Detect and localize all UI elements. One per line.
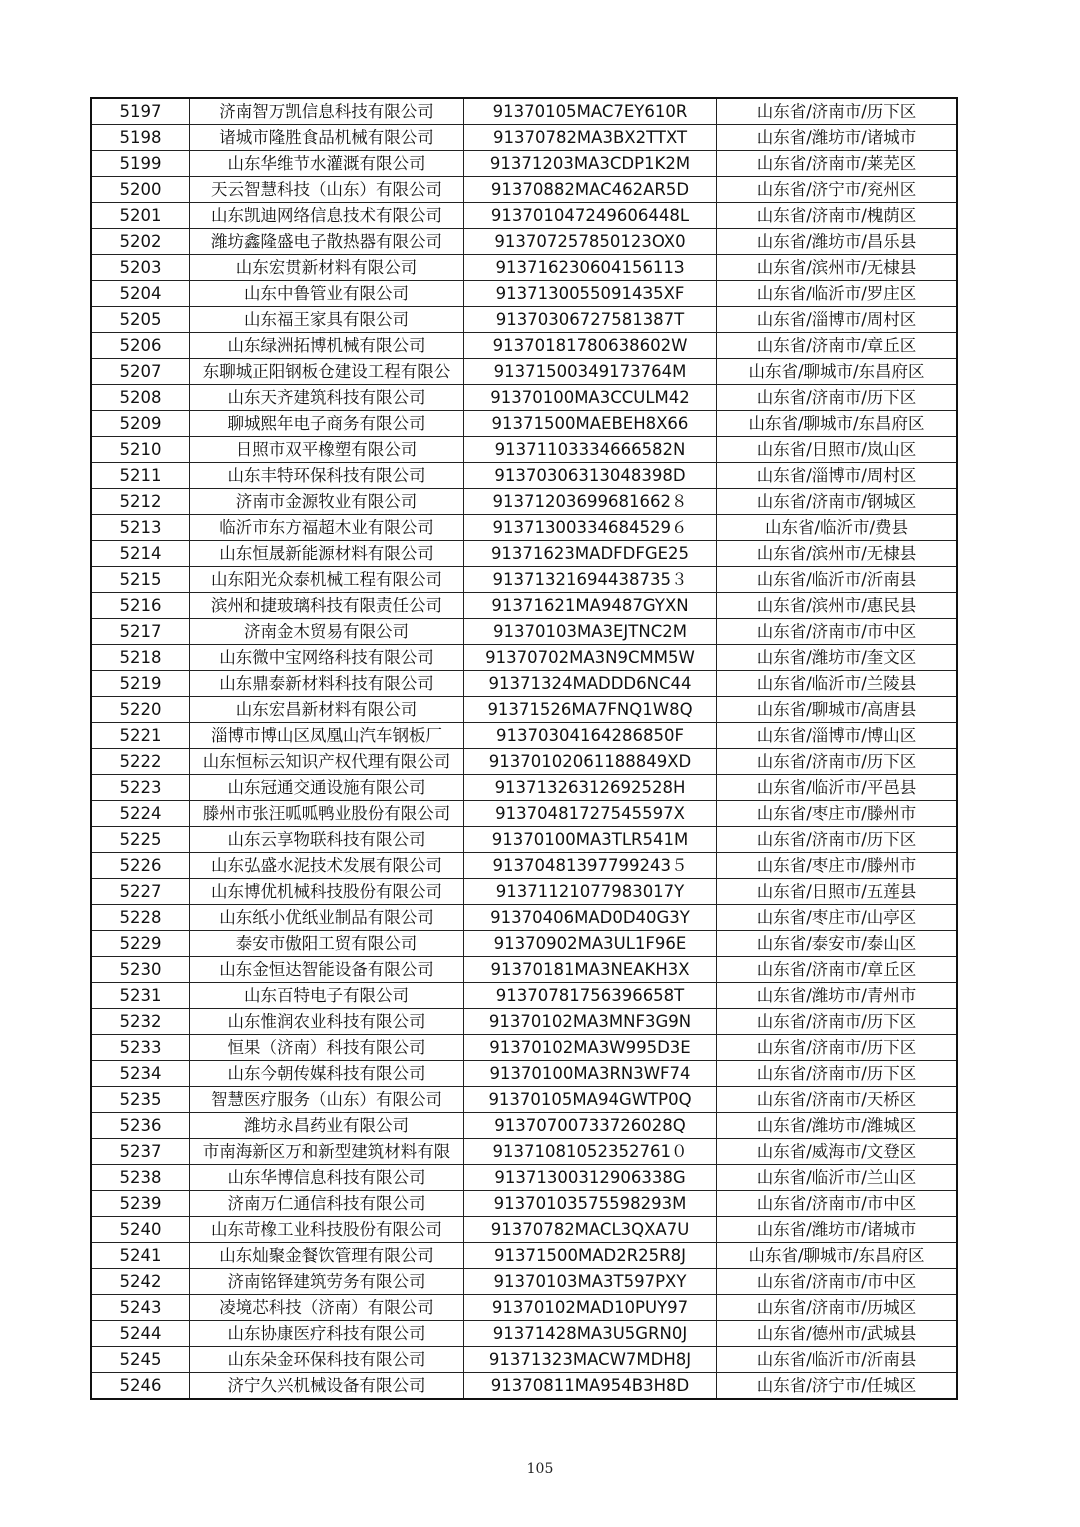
company-name-cell: 济南金木贸易有限公司 <box>190 619 464 645</box>
table-row <box>91 255 957 281</box>
table-row <box>91 645 957 671</box>
credit-code-cell: 91370782MA3BX2TTXT <box>464 125 717 151</box>
region-cell: 山东省/枣庄市/滕州市 <box>717 853 958 879</box>
table-row <box>91 1217 957 1243</box>
company-name-cell: 聊城熙年电子商务有限公司 <box>190 411 464 437</box>
region-cell: 山东省/淄博市/周村区 <box>717 307 958 333</box>
row-number-cell: 5220 <box>91 697 190 723</box>
credit-code-cell: 91371526MA7FNQ1W8Q <box>464 697 717 723</box>
table-row <box>91 879 957 905</box>
row-number-cell: 5224 <box>91 801 190 827</box>
row-number-cell: 5208 <box>91 385 190 411</box>
region-cell: 山东省/济南市/钢城区 <box>717 489 958 515</box>
credit-code-cell: 91370102MAD10PUY97 <box>464 1295 717 1321</box>
region-cell: 山东省/泰安市/泰山区 <box>717 931 958 957</box>
credit-code-cell: 91370100MA3RN3WF74 <box>464 1061 717 1087</box>
row-number-cell: 5199 <box>91 151 190 177</box>
table-row <box>91 775 957 801</box>
row-number-cell: 5229 <box>91 931 190 957</box>
company-name-cell: 潍坊永昌药业有限公司 <box>190 1113 464 1139</box>
credit-code-cell: 91370102MA3W995D3E <box>464 1035 717 1061</box>
table-row <box>91 905 957 931</box>
company-name-cell: 凌境芯科技（济南）有限公司 <box>190 1295 464 1321</box>
company-name-cell: 山东宏昌新材料有限公司 <box>190 697 464 723</box>
company-name-cell: 市南海新区万和新型建筑材料有限 <box>190 1139 464 1165</box>
region-cell: 山东省/滨州市/无棣县 <box>717 255 958 281</box>
credit-code-cell: 91371103334666582N <box>464 437 717 463</box>
credit-code-cell: 91370481727545597X <box>464 801 717 827</box>
credit-code-cell: 91371300334684529６ <box>464 515 717 541</box>
table-row <box>91 749 957 775</box>
table-row <box>91 1243 957 1269</box>
region-cell: 山东省/威海市/文登区 <box>717 1139 958 1165</box>
region-cell: 山东省/济南市/历下区 <box>717 1035 958 1061</box>
region-cell: 山东省/枣庄市/山亭区 <box>717 905 958 931</box>
row-number-cell: 5217 <box>91 619 190 645</box>
table-row <box>91 463 957 489</box>
row-number-cell: 5242 <box>91 1269 190 1295</box>
row-number-cell: 5236 <box>91 1113 190 1139</box>
region-cell: 山东省/临沂市/费县 <box>717 515 958 541</box>
credit-code-cell: 91370781756396658T <box>464 983 717 1009</box>
company-name-cell: 山东凯迪网络信息技术有限公司 <box>190 203 464 229</box>
row-number-cell: 5201 <box>91 203 190 229</box>
row-number-cell: 5221 <box>91 723 190 749</box>
credit-code-cell: 91371323MACW7MDH8J <box>464 1347 717 1373</box>
region-cell: 山东省/淄博市/周村区 <box>717 463 958 489</box>
region-cell: 山东省/潍坊市/诸城市 <box>717 125 958 151</box>
region-cell: 山东省/济南市/历下区 <box>717 749 958 775</box>
region-cell: 山东省/潍坊市/奎文区 <box>717 645 958 671</box>
row-number-cell: 5230 <box>91 957 190 983</box>
company-name-cell: 滨州和捷玻璃科技有限责任公司 <box>190 593 464 619</box>
row-number-cell: 5241 <box>91 1243 190 1269</box>
table-row <box>91 697 957 723</box>
table-row <box>91 1347 957 1373</box>
table-row <box>91 1191 957 1217</box>
region-cell: 山东省/临沂市/沂南县 <box>717 1347 958 1373</box>
credit-code-cell: 91370306313048398D <box>464 463 717 489</box>
row-number-cell: 5219 <box>91 671 190 697</box>
credit-code-cell: 91371324MADDD6NC44 <box>464 671 717 697</box>
company-name-cell: 山东云享物联科技有限公司 <box>190 827 464 853</box>
table-row <box>91 489 957 515</box>
region-cell: 山东省/济南市/历下区 <box>717 1061 958 1087</box>
row-number-cell: 5222 <box>91 749 190 775</box>
credit-code-cell: 91370902MA3UL1F96E <box>464 931 717 957</box>
credit-code-cell: 91370811MA954B3H8D <box>464 1373 717 1400</box>
row-number-cell: 5203 <box>91 255 190 281</box>
row-number-cell: 5226 <box>91 853 190 879</box>
row-number-cell: 5227 <box>91 879 190 905</box>
company-name-cell: 山东协康医疗科技有限公司 <box>190 1321 464 1347</box>
table-row <box>91 203 957 229</box>
table-row <box>91 593 957 619</box>
table-row <box>91 437 957 463</box>
region-cell: 山东省/聊城市/东昌府区 <box>717 1243 958 1269</box>
row-number-cell: 5244 <box>91 1321 190 1347</box>
company-name-cell: 济宁久兴机械设备有限公司 <box>190 1373 464 1400</box>
region-cell: 山东省/济南市/章丘区 <box>717 333 958 359</box>
credit-code-cell: 91370181780638602W <box>464 333 717 359</box>
row-number-cell: 5233 <box>91 1035 190 1061</box>
row-number-cell: 5202 <box>91 229 190 255</box>
region-cell: 山东省/济南市/市中区 <box>717 1269 958 1295</box>
row-number-cell: 5204 <box>91 281 190 307</box>
region-cell: 山东省/潍坊市/青州市 <box>717 983 958 1009</box>
company-name-cell: 山东丰特环保科技有限公司 <box>190 463 464 489</box>
region-cell: 山东省/济南市/章丘区 <box>717 957 958 983</box>
credit-code-cell: 91371623MADFDFGE25 <box>464 541 717 567</box>
credit-code-cell: 91371203699681662８ <box>464 489 717 515</box>
credit-code-cell: 913701047249606448L <box>464 203 717 229</box>
credit-code-cell: 91371300550914З5XF <box>464 281 717 307</box>
table-row <box>91 307 957 333</box>
table-row <box>91 1113 957 1139</box>
credit-code-cell: 91371500349173764M <box>464 359 717 385</box>
table-row <box>91 619 957 645</box>
company-name-cell: 日照市双平橡塑有限公司 <box>190 437 464 463</box>
credit-code-cell: 91370882MAC462AR5D <box>464 177 717 203</box>
row-number-cell: 5235 <box>91 1087 190 1113</box>
row-number-cell: 5206 <box>91 333 190 359</box>
company-name-cell: 济南铭铎建筑劳务有限公司 <box>190 1269 464 1295</box>
credit-code-cell: 91371300312906338G <box>464 1165 717 1191</box>
row-number-cell: 5198 <box>91 125 190 151</box>
region-cell: 山东省/德州市/武城县 <box>717 1321 958 1347</box>
company-name-cell: 山东博优机械科技股份有限公司 <box>190 879 464 905</box>
table-row <box>91 229 957 255</box>
region-cell: 山东省/临沂市/沂南县 <box>717 567 958 593</box>
credit-code-cell: 91371428MA3U5GRN0J <box>464 1321 717 1347</box>
region-cell: 山东省/聊城市/东昌府区 <box>717 411 958 437</box>
company-name-cell: 山东鼎泰新材料科技有限公司 <box>190 671 464 697</box>
region-cell: 山东省/济南市/市中区 <box>717 1191 958 1217</box>
row-number-cell: 5210 <box>91 437 190 463</box>
company-name-cell: 山东灿聚金餐饮管理有限公司 <box>190 1243 464 1269</box>
company-name-cell: 山东今朝传媒科技有限公司 <box>190 1061 464 1087</box>
credit-code-cell: 91370102061188849XD <box>464 749 717 775</box>
company-name-cell: 滕州市张汪呱呱鸭业股份有限公司 <box>190 801 464 827</box>
row-number-cell: 5239 <box>91 1191 190 1217</box>
page-number: 105 <box>526 1461 554 1477</box>
region-cell: 山东省/聊城市/高唐县 <box>717 697 958 723</box>
region-cell: 山东省/潍坊市/潍城区 <box>717 1113 958 1139</box>
company-name-cell: 泰安市傲阳工贸有限公司 <box>190 931 464 957</box>
company-name-cell: 山东恒晟新能源材料有限公司 <box>190 541 464 567</box>
company-name-cell: 济南万仁通信科技有限公司 <box>190 1191 464 1217</box>
row-number-cell: 5237 <box>91 1139 190 1165</box>
table-row <box>91 515 957 541</box>
credit-code-cell: 91370782MACL3QXA7U <box>464 1217 717 1243</box>
company-name-cell: 山东绿洲拓博机械有限公司 <box>190 333 464 359</box>
company-name-cell: 诸城市隆胜食品机械有限公司 <box>190 125 464 151</box>
table-row <box>91 385 957 411</box>
row-number-cell: 5216 <box>91 593 190 619</box>
row-number-cell: 5205 <box>91 307 190 333</box>
table-row <box>91 1061 957 1087</box>
table-row <box>91 1373 957 1400</box>
row-number-cell: 5207 <box>91 359 190 385</box>
credit-code-cell: 91370100MA3TLR541M <box>464 827 717 853</box>
company-name-cell: 临沂市东方福超木业有限公司 <box>190 515 464 541</box>
credit-code-cell: 91370100MA3CCULM42 <box>464 385 717 411</box>
region-cell: 山东省/济南市/历下区 <box>717 98 958 125</box>
row-number-cell: 5232 <box>91 1009 190 1035</box>
company-name-cell: 山东惟润农业科技有限公司 <box>190 1009 464 1035</box>
company-name-cell: 山东朵金环保科技有限公司 <box>190 1347 464 1373</box>
table-row <box>91 723 957 749</box>
credit-code-cell: 91370702MA3N9CMM5W <box>464 645 717 671</box>
region-cell: 山东省/临沂市/兰陵县 <box>717 671 958 697</box>
row-number-cell: 5234 <box>91 1061 190 1087</box>
row-number-cell: 5223 <box>91 775 190 801</box>
company-name-cell: 山东华维节水灌溉有限公司 <box>190 151 464 177</box>
table-row <box>91 801 957 827</box>
company-name-cell: 山东阳光众泰机械工程有限公司 <box>190 567 464 593</box>
table-row <box>91 1139 957 1165</box>
region-cell: 山东省/济南市/历下区 <box>717 827 958 853</box>
table-row <box>91 671 957 697</box>
region-cell: 山东省/济宁市/任城区 <box>717 1373 958 1400</box>
region-cell: 山东省/济南市/历下区 <box>717 1009 958 1035</box>
credit-code-cell: 913707257850123OX0 <box>464 229 717 255</box>
credit-code-cell: 91371121077983017Y <box>464 879 717 905</box>
region-cell: 山东省/济南市/莱芜区 <box>717 151 958 177</box>
table-row <box>91 957 957 983</box>
table-row <box>91 1295 957 1321</box>
table-row <box>91 1035 957 1061</box>
company-name-cell: 山东弘盛水泥技术发展有限公司 <box>190 853 464 879</box>
row-number-cell: 5231 <box>91 983 190 1009</box>
company-name-cell: 山东宏贯新材料有限公司 <box>190 255 464 281</box>
company-name-cell: 潍坊鑫隆盛电子散热器有限公司 <box>190 229 464 255</box>
row-number-cell: 5215 <box>91 567 190 593</box>
company-name-cell: 济南智万凯信息科技有限公司 <box>190 98 464 125</box>
table-row <box>91 827 957 853</box>
credit-code-cell: 91370105MAC7EY610R <box>464 98 717 125</box>
credit-code-cell: 91370700733726028Q <box>464 1113 717 1139</box>
row-number-cell: 5214 <box>91 541 190 567</box>
table-row <box>91 359 957 385</box>
row-number-cell: 5228 <box>91 905 190 931</box>
credit-code-cell: 91370306727581387T <box>464 307 717 333</box>
region-cell: 山东省/日照市/岚山区 <box>717 437 958 463</box>
company-name-cell: 山东冠通交通设施有限公司 <box>190 775 464 801</box>
company-name-cell: 山东中鲁管业有限公司 <box>190 281 464 307</box>
table-row <box>91 541 957 567</box>
company-name-cell: 智慧医疗服务（山东）有限公司 <box>190 1087 464 1113</box>
credit-code-cell: 91370102MA3MNF3G9N <box>464 1009 717 1035</box>
table-row <box>91 411 957 437</box>
region-cell: 山东省/淄博市/博山区 <box>717 723 958 749</box>
region-cell: 山东省/临沂市/平邑县 <box>717 775 958 801</box>
credit-code-cell: 91370105MA94GWTP0Q <box>464 1087 717 1113</box>
region-cell: 山东省/济南市/天桥区 <box>717 1087 958 1113</box>
table-row <box>91 151 957 177</box>
region-cell: 山东省/滨州市/无棣县 <box>717 541 958 567</box>
row-number-cell: 5240 <box>91 1217 190 1243</box>
table-row <box>91 177 957 203</box>
company-name-cell: 山东天齐建筑科技有限公司 <box>190 385 464 411</box>
company-table <box>90 97 958 1400</box>
row-number-cell: 5213 <box>91 515 190 541</box>
row-number-cell: 5211 <box>91 463 190 489</box>
company-name-cell: 山东金恒达智能设备有限公司 <box>190 957 464 983</box>
credit-code-cell: 91370481397799243５ <box>464 853 717 879</box>
region-cell: 山东省/潍坊市/诸城市 <box>717 1217 958 1243</box>
region-cell: 山东省/济南市/槐荫区 <box>717 203 958 229</box>
region-cell: 山东省/济南市/市中区 <box>717 619 958 645</box>
region-cell: 山东省/济宁市/兖州区 <box>717 177 958 203</box>
row-number-cell: 5246 <box>91 1373 190 1400</box>
table-row <box>91 281 957 307</box>
table-row <box>91 1087 957 1113</box>
credit-code-cell: 91371623060415611З <box>464 255 717 281</box>
row-number-cell: 5212 <box>91 489 190 515</box>
table-row <box>91 125 957 151</box>
region-cell: 山东省/聊城市/东昌府区 <box>717 359 958 385</box>
credit-code-cell: 91371081052352761０ <box>464 1139 717 1165</box>
company-name-cell: 济南市金源牧业有限公司 <box>190 489 464 515</box>
region-cell: 山东省/枣庄市/滕州市 <box>717 801 958 827</box>
row-number-cell: 5218 <box>91 645 190 671</box>
table-row <box>91 1009 957 1035</box>
region-cell: 山东省/济南市/历城区 <box>717 1295 958 1321</box>
table-row <box>91 931 957 957</box>
table-row <box>91 567 957 593</box>
table-row <box>91 1321 957 1347</box>
credit-code-cell: 91370103575598293M <box>464 1191 717 1217</box>
company-name-cell: 淄博市博山区凤凰山汽车钢板厂 <box>190 723 464 749</box>
credit-code-cell: 91371321694438735３ <box>464 567 717 593</box>
company-name-cell: 天云智慧科技（山东）有限公司 <box>190 177 464 203</box>
table-row <box>91 98 957 125</box>
credit-code-cell: 91371621MA9487GYXN <box>464 593 717 619</box>
table-row <box>91 333 957 359</box>
row-number-cell: 5245 <box>91 1347 190 1373</box>
row-number-cell: 5238 <box>91 1165 190 1191</box>
company-name-cell: 山东华博信息科技有限公司 <box>190 1165 464 1191</box>
company-name-cell: 恒果（济南）科技有限公司 <box>190 1035 464 1061</box>
row-number-cell: 5197 <box>91 98 190 125</box>
row-number-cell: 5243 <box>91 1295 190 1321</box>
company-name-cell: 东聊城正阳钢板仓建设工程有限公 <box>190 359 464 385</box>
company-name-cell: 山东百特电子有限公司 <box>190 983 464 1009</box>
row-number-cell: 5209 <box>91 411 190 437</box>
company-name-cell: 山东福王家具有限公司 <box>190 307 464 333</box>
credit-code-cell: 91370181MA3NEAKH3X <box>464 957 717 983</box>
company-name-cell: 山东纸小优纸业制品有限公司 <box>190 905 464 931</box>
table-row <box>91 983 957 1009</box>
credit-code-cell: 91370103MA3T597PXY <box>464 1269 717 1295</box>
credit-code-cell: 91370304164286850F <box>464 723 717 749</box>
region-cell: 山东省/临沂市/罗庄区 <box>717 281 958 307</box>
credit-code-cell: 91371326312692528H <box>464 775 717 801</box>
row-number-cell: 5225 <box>91 827 190 853</box>
credit-code-cell: 91371203MA3CDP1K2M <box>464 151 717 177</box>
company-name-cell: 山东微中宝网络科技有限公司 <box>190 645 464 671</box>
table-row <box>91 853 957 879</box>
region-cell: 山东省/日照市/五莲县 <box>717 879 958 905</box>
row-number-cell: 5200 <box>91 177 190 203</box>
credit-code-cell: 91371500MAD2R25R8J <box>464 1243 717 1269</box>
company-name-cell: 山东恒标云知识产权代理有限公司 <box>190 749 464 775</box>
credit-code-cell: 91371500MAEBEH8X66 <box>464 411 717 437</box>
region-cell: 山东省/潍坊市/昌乐县 <box>717 229 958 255</box>
table-row <box>91 1165 957 1191</box>
credit-code-cell: 91370406MAD0D40G3Y <box>464 905 717 931</box>
region-cell: 山东省/济南市/历下区 <box>717 385 958 411</box>
region-cell: 山东省/临沂市/兰山区 <box>717 1165 958 1191</box>
region-cell: 山东省/滨州市/惠民县 <box>717 593 958 619</box>
credit-code-cell: 91370103MA3EJTNC2M <box>464 619 717 645</box>
company-name-cell: 山东苛橡工业科技股份有限公司 <box>190 1217 464 1243</box>
table-row <box>91 1269 957 1295</box>
company-table-body <box>91 98 957 1399</box>
